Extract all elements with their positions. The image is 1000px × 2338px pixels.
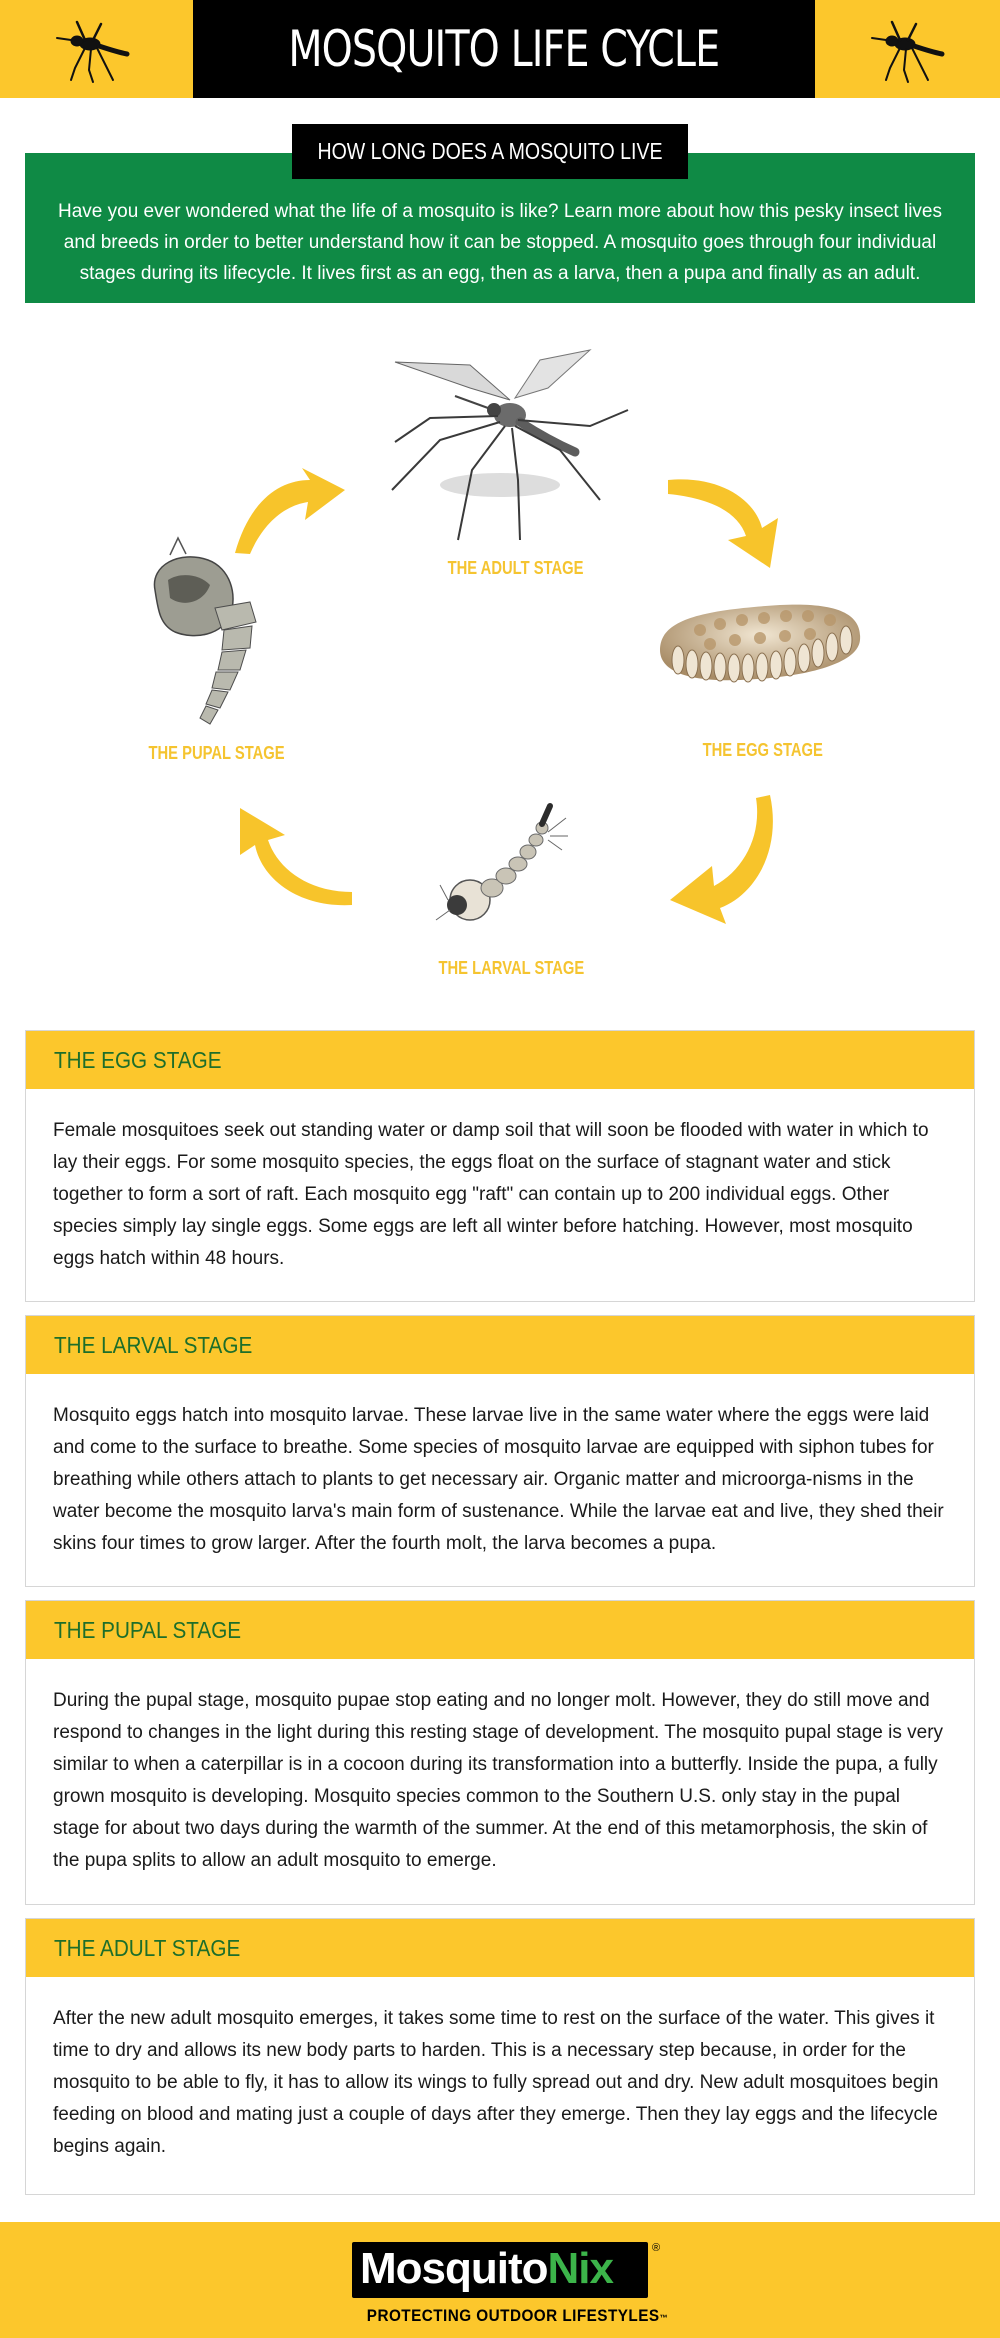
intro-title-box xyxy=(292,124,688,179)
trademark-mark: ™ xyxy=(659,2313,669,2323)
section-header xyxy=(26,1919,974,1977)
mosquito-icon xyxy=(870,14,950,84)
logo-text-mosquito: Mosquito xyxy=(360,2244,548,2293)
intro-title: HOW LONG DOES A MOSQUITO LIVE xyxy=(317,138,663,164)
section-title: THE EGG STAGE xyxy=(54,1046,222,1073)
page-title: MOSQUITO LIFE CYCLE xyxy=(288,20,720,78)
life-cycle-diagram xyxy=(0,340,1000,1000)
egg-stage-label: THE EGG STAGE xyxy=(702,740,823,760)
pupal-stage-section xyxy=(25,1600,975,1905)
logo-text xyxy=(360,2244,613,2294)
section-text: During the pupal stage, mosquito pupae stop eating and no longer molt. However, they do still move and respond to changes in the light during this resting stage of development. The mosquito pupal stage is very similar to when a caterpillar is in a cocoon during its transformation into a butterfly. Inside the pupa, a fully grown mosquito is developing. Mosquito species common to the Southern U.S. only stay in the pupal stage for about two days during the warmth of the summer. At the end of this metamorphosis, the skin of the pupa splits to allow an adult mosquito to emerge. xyxy=(53,1690,944,1871)
registered-mark: ® xyxy=(652,2242,661,2254)
larval-stage-label: THE LARVAL STAGE xyxy=(438,958,585,978)
tagline xyxy=(366,2306,669,2326)
arrow-egg-to-larva xyxy=(670,795,773,924)
mosquito-icon xyxy=(55,14,135,84)
arrow-adult-to-egg xyxy=(668,479,778,568)
cycle-arrows xyxy=(235,468,778,924)
egg-stage-section xyxy=(25,1030,975,1302)
section-text: After the new adult mosquito emerges, it takes some time to rest on the surface of the water. This gives it time to dry and allows its new body parts to harden. This is a necessary step because, in order for the mosquito to be able to fly, it has to allow its wings to fully spread out and dry. New adult mosquitoes begin feeding on blood and mating just a couple of days after they emerge. Then they lay eggs and the lifecycle begins again. xyxy=(53,2008,939,2157)
section-title: THE PUPAL STAGE xyxy=(54,1616,242,1643)
arrow-pupa-to-adult xyxy=(235,468,345,554)
section-header xyxy=(26,1031,974,1089)
larval-stage-section xyxy=(25,1315,975,1587)
adult-stage-label: THE ADULT STAGE xyxy=(447,558,584,578)
egg-raft-image xyxy=(660,605,860,682)
arrow-larva-to-pupa xyxy=(240,808,352,905)
section-text: Female mosquitoes seek out standing water or damp soil that will soon be flooded with water in which to lay their eggs. For some mosquito species, the eggs float on the surface of stagnant water and stick together to form a sort of raft. Each mosquito egg "raft" can contain up to 200 individual eggs. Other species simply lay single eggs. Some eggs are left all winter before hatching. However, most mosquito eggs hatch within 48 hours. xyxy=(53,1120,929,1269)
pupal-stage-label: THE PUPAL STAGE xyxy=(148,743,285,763)
section-header xyxy=(26,1316,974,1374)
section-text: Mosquito eggs hatch into mosquito larvae. These larvae live in the same water where the eggs were laid and come to the surface to breathe. Some species of mosquito larvae are equipped with siphon tubes for breathing while others attach to plants to get necessary air. Organic matter and microorga-nisms in the water become the mosquito larva's main form of sustenance. While the larvae eat and live, they shed their skins four times to grow larger. After the fourth molt, the larva becomes a pupa. xyxy=(53,1405,944,1554)
section-title: THE LARVAL STAGE xyxy=(54,1331,253,1358)
footer xyxy=(0,2222,1000,2338)
adult-stage-section xyxy=(25,1918,975,2195)
tagline-text: PROTECTING OUTDOOR LIFESTYLES xyxy=(366,2306,660,2325)
larva-image xyxy=(436,806,568,920)
title-box xyxy=(193,0,815,98)
intro-text: Have you ever wondered what the life of a mosquito is like? Learn more about how this pesky insect lives and breeds in order to better understand how it can be stopped. A mosquito goes through four individual stages during its lifecycle. It lives first as an egg, then as a larva, then a pupa and finally as an adult. xyxy=(58,201,942,284)
section-header xyxy=(26,1601,974,1659)
pupa-image xyxy=(154,538,256,724)
mosquitonix-logo[interactable] xyxy=(352,2242,661,2298)
cycle-artwork xyxy=(0,340,1000,1000)
header-banner xyxy=(0,0,1000,98)
section-title: THE ADULT STAGE xyxy=(54,1934,241,1961)
adult-mosquito-image xyxy=(392,350,628,540)
logo-text-nix: Nix xyxy=(547,2244,613,2293)
